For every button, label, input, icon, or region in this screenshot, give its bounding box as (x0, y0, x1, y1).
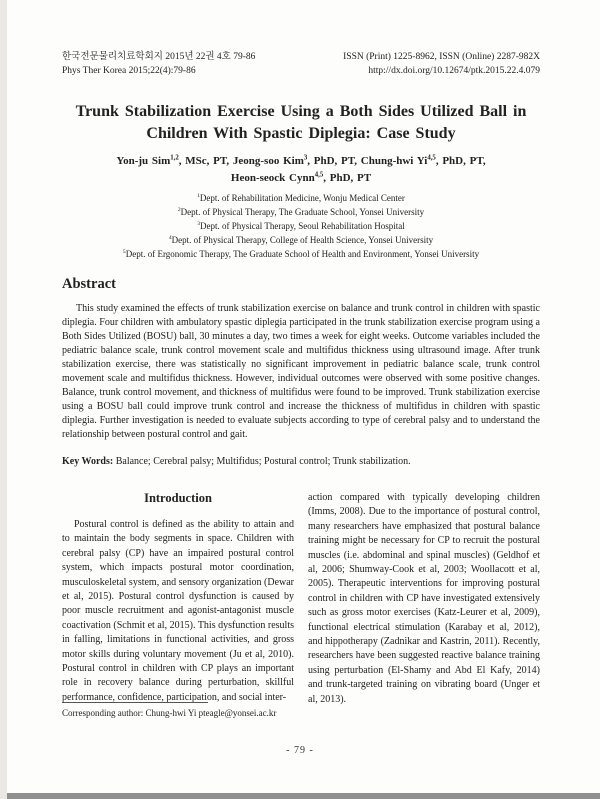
journal-citation: Phys Ther Korea 2015;22(4):79-86 (62, 66, 196, 77)
scan-edge-bottom (7, 793, 600, 799)
paper-title: Trunk Stabilization Exercise Using a Both Sides Utilized Ball in Children With Spastic Diplegia: Case Study (75, 102, 527, 142)
intro-paragraph-left: Postural control is defined as the ability to attain and to maintain the body segments in space. Children with cerebral palsy (CP) have an impaired postural control system, which impacts postural motor coordination, musculoskeletal system, and sensory organization (Dewar et al, 2015). Postural control dysfunction is caused by poor muscle recruitment and agonist-antagonist muscle coactivation (Schmit et al, 2015). This dysfunction results in falling, limitations in functional activities, and gross motor skills during voluntary movement (Ju et al, 2010). Postural control in children with CP plays an important role in recovery balance during perturbation, skillful performance, confidence, participation, and social inter- (62, 518, 294, 703)
intro-paragraph-right: action compared with typically developing children (Imms, 2008). Due to the importance of postural control, many researchers have emphasized that postural balance training might be necessary for CP to recruit the postural muscles (i.e. abdominal and spinal muscles) (Geldhof et al, 2006; Shumway-Cook et al, 2003; Woollacott et al, 2005). Therapeutic interventions for improving postural control in children with CP have investigated extensively such as gross motor exercises (Katz-Leurer et al, 2009), functional electrical stimulation (Karabay et al, 2012), and hippotherapy (Zadnikar and Kastrin, 2011). Recently, researchers have been suggested reactive balance training using perturbation (El-Shamy and Abd El Kafy, 2014) and trunk-targeted training on vibrating board (Unger et al, 2013). (308, 491, 540, 705)
page-content (62, 50, 540, 707)
journal-name-korean: 한국전문물리치료학회지 2015년 22권 4호 79-86 (62, 52, 256, 62)
author-line-2: Heon-seock Cynn$^{4,5}$, PhD, PT (230, 171, 372, 184)
introduction-section (62, 491, 540, 707)
doi-line: http://dx.doi.org/10.12674/ptk.2015.22.4.079 (368, 66, 540, 77)
intro-column-left (62, 491, 294, 707)
introduction-heading: Introduction (144, 490, 212, 505)
affiliation-line: $^3$Dept. of Physical Therapy, Seoul Rehabilitation Hospital (197, 221, 405, 232)
affiliations-list (62, 192, 540, 262)
keywords-line (62, 455, 540, 469)
abstract-body: This study examined the effects of trunk stabilization exercise on balance and trunk control in children with spastic diplegia. Four children with ambulatory spastic diplegia participated in the trunk stabilization exercise program using a Both Sides Utilized (BOSU) ball, 30 minutes a day, two times a week for eight weeks. Outcome variables included the pediatric balance scale, trunk control movement scale and multifidus thickness using ultrasound image. After trunk stabilization exercise, there was statistically no significant improvement in pediatric balance scale, trunk control movement scale and multifidus thickness. However, individual outcomes were observed with some positive changes. Balance, trunk control movement, and thickness of multifidus were found to be improved. Trunk stabilization exercise using a BOSU ball could improve trunk control and increase the thickness of multifidus in children with spastic diplegia. Further investigation is needed to evaluate subjects according to type of cerebral palsy and to understand the relationship between postural control and gait. (62, 302, 540, 440)
affiliation-line: $^5$Dept. of Ergonomic Therapy, The Graduate School of Health and Environment, Yonsei University (122, 249, 480, 260)
keywords-label: Key Words: (62, 455, 114, 467)
corresponding-author: Corresponding author: Chung-hwi Yi pteagle@yonsei.ac.kr (62, 708, 277, 718)
footnote-rule (62, 702, 208, 703)
header-journal-info (62, 50, 255, 79)
page-header (62, 50, 540, 79)
affiliation-line: $^2$Dept. of Physical Therapy, The Graduate School, Yonsei University (177, 207, 425, 218)
affiliation-line: $^1$Dept. of Rehabilitation Medicine, Wonju Medical Center (197, 193, 405, 204)
page-number: - 79 - (286, 745, 314, 756)
keywords-text: Balance; Cerebral palsy; Multifidus; Postural control; Trunk stabilization. (113, 455, 411, 467)
intro-column-right (308, 491, 540, 707)
author-list (62, 153, 540, 186)
footnote (62, 702, 302, 720)
affiliation-line: $^4$Dept. of Physical Therapy, College of Health Science, Yonsei University (168, 235, 434, 246)
abstract-heading: Abstract (62, 275, 116, 292)
scan-edge-left (0, 0, 7, 799)
header-issn-info (343, 50, 540, 79)
author-line-1: Yon-ju Sim$^{1,2}$, MSc, PT, Jeong-soo Kim$^3$, PhD, PT, Chung-hwi Yi$^{4,5}$, PhD, PT, (116, 154, 486, 168)
issn-line: ISSN (Print) 1225-8962, ISSN (Online) 2287-982X (343, 52, 540, 62)
